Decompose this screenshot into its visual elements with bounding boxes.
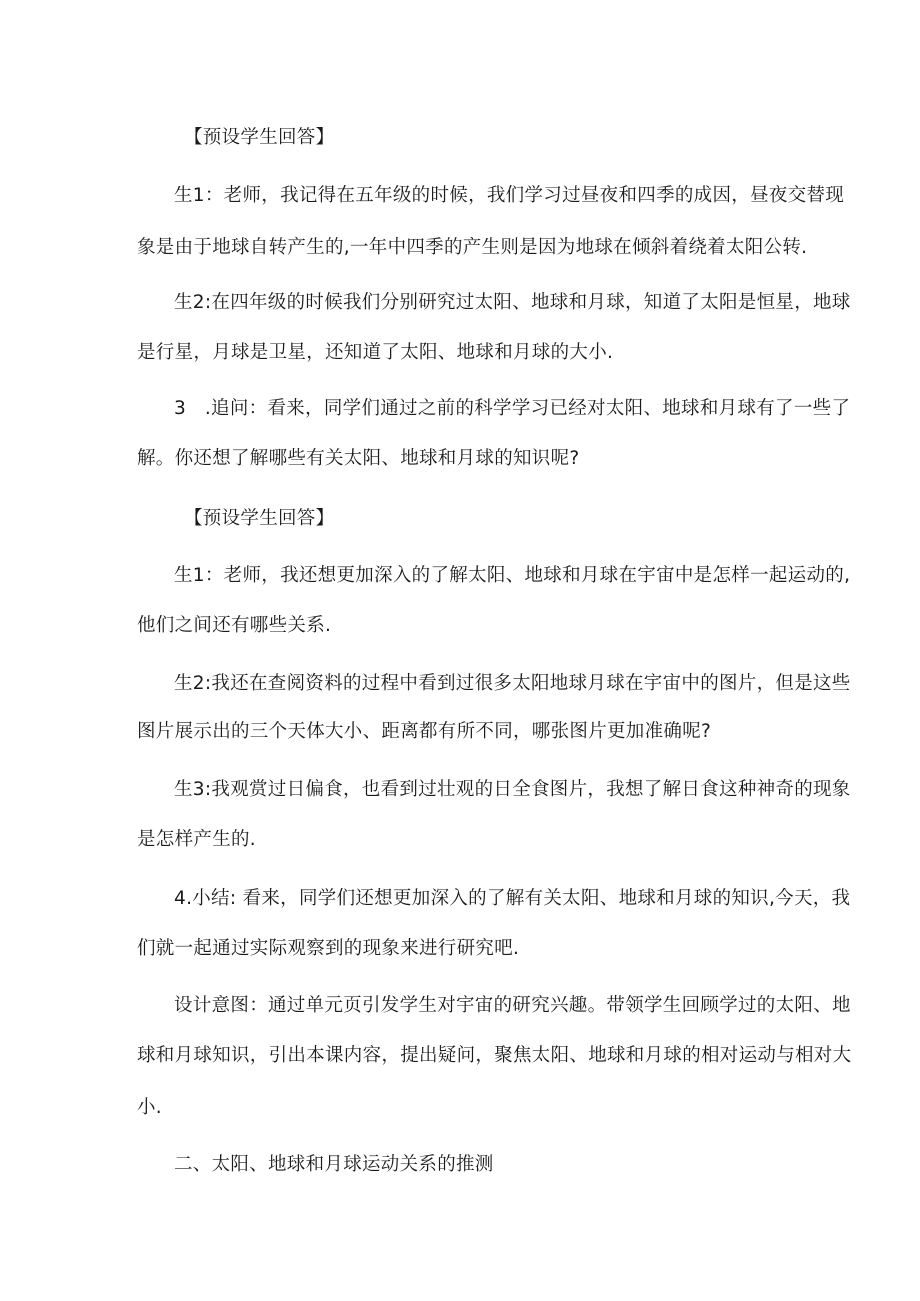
paragraph-line: 生1：老师，我还想更加深入的了解太阳、地球和月球在宇宙中是怎样一起运动的, [174, 565, 851, 586]
paragraph-line: 球和月球知识，引出本课内容，提出疑问，聚焦太阳、地球和月球的相对运动与相对大 [137, 1045, 852, 1066]
paragraph-line: 象是由于地球自转产生的,一年中四季的产生则是因为地球在倾斜着绕着太阳公转. [137, 237, 808, 258]
paragraph-line: 设计意图：通过单元页引发学生对宇宙的研究兴趣。带领学生回顾学过的太阳、地 [174, 995, 851, 1016]
paragraph-line: 解。你还想了解哪些有关太阳、地球和月球的知识呢? [137, 448, 580, 469]
paragraph-line: 他们之间还有哪些关系. [137, 615, 332, 636]
paragraph-line: 是怎样产生的. [137, 829, 256, 850]
paragraph-line: 是行星，月球是卫星，还知道了太阳、地球和月球的大小. [137, 342, 614, 363]
paragraph-line: 们就一起通过实际观察到的现象来进行研究吧. [137, 938, 520, 959]
paragraph-line: 小. [137, 1097, 162, 1118]
section-heading: 二、太阳、地球和月球运动关系的推测 [174, 1154, 494, 1175]
paragraph-line: 生2:在四年级的时候我们分别研究过太阳、地球和月球，知道了太阳是恒星，地球 [174, 292, 851, 313]
paragraph-line: 生3:我观赏过日偏食，也看到过壮观的日全食图片，我想了解日食这种神奇的现象 [174, 779, 851, 800]
paragraph-line: 生2:我还在查阅资料的过程中看到过很多太阳地球月球在宇宙中的图片，但是这些 [174, 673, 851, 694]
paragraph-line: 4.小结: 看来，同学们还想更加深入的了解有关太阳、地球和月球的知识,今天，我 [174, 888, 851, 909]
preset-answer-heading: 【预设学生回答】 [184, 508, 335, 529]
paragraph-line: 3 .追问：看来，同学们通过之前的科学学习已经对太阳、地球和月球有了一些了 [174, 398, 851, 419]
paragraph-line: 图片展示出的三个天体大小、距离都有所不同，哪张图片更加准确呢? [137, 721, 712, 742]
preset-answer-heading: 【预设学生回答】 [184, 127, 335, 148]
paragraph-line: 生1：老师，我记得在五年级的时候，我们学习过昼夜和四季的成因，昼夜交替现 [174, 185, 845, 206]
